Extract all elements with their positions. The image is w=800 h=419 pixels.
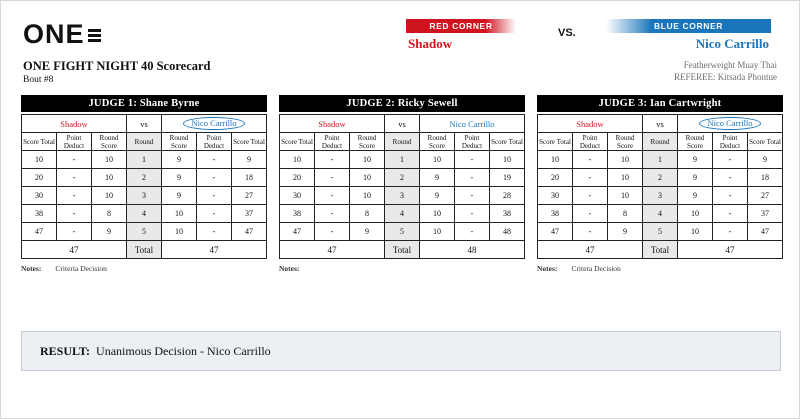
blue-final-total: 48 xyxy=(420,241,525,259)
col-round-score-blue: Round Score xyxy=(162,133,197,151)
cell-blue-score: 9 xyxy=(678,187,713,205)
judge-title: JUDGE 3: Ian Cartwright xyxy=(537,95,783,112)
judge-title: JUDGE 1: Shane Byrne xyxy=(21,95,267,112)
cell-blue-deduct: - xyxy=(455,223,490,241)
cell-red-score: 10 xyxy=(92,151,127,169)
totals-row xyxy=(538,241,783,259)
cell-blue-deduct: - xyxy=(713,187,748,205)
vs-column-label: vs xyxy=(127,115,162,133)
col-score-total-blue: Score Total xyxy=(490,133,525,151)
cell-round: 1 xyxy=(385,151,420,169)
cell-round: 4 xyxy=(385,205,420,223)
red-fighter-name: Shadow xyxy=(408,36,453,51)
cell-red-score: 9 xyxy=(608,223,643,241)
total-label: Total xyxy=(643,241,678,259)
cell-blue-total: 19 xyxy=(490,169,525,187)
logo-text: ONE xyxy=(23,19,85,49)
column-header-row xyxy=(538,133,783,151)
col-round: Round xyxy=(127,133,162,151)
referee: REFEREE: Kitsada Phontue xyxy=(674,72,777,82)
result-value: Unanimous Decision - Nico Carrillo xyxy=(96,343,271,358)
cell-red-score: 10 xyxy=(92,187,127,205)
cell-blue-deduct: - xyxy=(455,151,490,169)
notes-label: Notes: xyxy=(537,264,558,273)
cell-blue-total: 27 xyxy=(232,187,267,205)
cell-red-total: 30 xyxy=(538,187,573,205)
cell-red-total: 10 xyxy=(22,151,57,169)
versus-label: VS. xyxy=(558,27,576,39)
cell-red-score: 10 xyxy=(350,169,385,187)
cell-round: 3 xyxy=(643,187,678,205)
cell-blue-deduct: - xyxy=(713,169,748,187)
cell-red-score: 8 xyxy=(350,205,385,223)
col-round-score-blue: Round Score xyxy=(420,133,455,151)
total-label: Total xyxy=(127,241,162,259)
cell-blue-deduct: - xyxy=(197,169,232,187)
cell-blue-deduct: - xyxy=(455,169,490,187)
cell-round: 4 xyxy=(127,205,162,223)
notes-value: Critera Decision xyxy=(571,264,621,273)
col-point-deduct-blue: Point Deduct xyxy=(713,133,748,151)
cell-red-score: 8 xyxy=(608,205,643,223)
cell-red-deduct: - xyxy=(573,223,608,241)
blue-corner-label: BLUE CORNER xyxy=(606,19,771,33)
judges-container xyxy=(21,95,783,273)
cell-blue-score: 9 xyxy=(420,169,455,187)
table-row xyxy=(538,169,783,187)
cell-round: 5 xyxy=(127,223,162,241)
cell-red-total: 38 xyxy=(22,205,57,223)
bout-number: Bout #8 xyxy=(23,75,54,85)
table-row xyxy=(280,187,525,205)
col-round: Round xyxy=(643,133,678,151)
cell-round: 1 xyxy=(127,151,162,169)
cell-red-score: 10 xyxy=(350,187,385,205)
cell-red-deduct: - xyxy=(315,223,350,241)
cell-blue-total: 48 xyxy=(490,223,525,241)
blue-fighter-name: Nico Carrillo xyxy=(695,36,769,51)
fighter-header-row xyxy=(22,115,267,133)
col-score-total-red: Score Total xyxy=(22,133,57,151)
judge-title: JUDGE 2: Ricky Sewell xyxy=(279,95,525,112)
col-round-score-blue: Round Score xyxy=(678,133,713,151)
judge-2-score-table xyxy=(279,114,525,259)
cell-blue-score: 10 xyxy=(420,205,455,223)
red-final-total: 47 xyxy=(538,241,643,259)
cell-round: 2 xyxy=(643,169,678,187)
judge-notes xyxy=(21,264,267,273)
cell-blue-deduct: - xyxy=(197,223,232,241)
blue-fighter-column-label: Nico Carrillo xyxy=(162,115,267,133)
cell-blue-total: 27 xyxy=(748,187,783,205)
col-point-deduct-blue: Point Deduct xyxy=(455,133,490,151)
cell-red-deduct: - xyxy=(573,187,608,205)
notes-value: Criteria Decision xyxy=(55,264,107,273)
notes-label: Notes: xyxy=(279,264,300,273)
red-corner-block xyxy=(406,19,516,52)
judge-card-1 xyxy=(21,95,267,273)
cell-round: 1 xyxy=(643,151,678,169)
cell-blue-score: 9 xyxy=(420,187,455,205)
cell-blue-score: 9 xyxy=(678,169,713,187)
blue-final-total: 47 xyxy=(162,241,267,259)
cell-red-total: 30 xyxy=(22,187,57,205)
cell-blue-score: 10 xyxy=(420,151,455,169)
blue-fighter-column-label: Nico Carrillo xyxy=(420,115,525,133)
table-row xyxy=(22,205,267,223)
cell-red-total: 38 xyxy=(538,205,573,223)
result-text xyxy=(22,344,271,359)
cell-red-score: 10 xyxy=(92,169,127,187)
cell-red-total: 47 xyxy=(538,223,573,241)
cell-red-deduct: - xyxy=(315,169,350,187)
table-row xyxy=(280,169,525,187)
blue-fighter-column-label: Nico Carrillo xyxy=(678,115,783,133)
cell-red-deduct: - xyxy=(57,187,92,205)
judge-card-3 xyxy=(537,95,783,273)
cell-blue-total: 47 xyxy=(232,223,267,241)
judge-1-score-table xyxy=(21,114,267,259)
cell-red-deduct: - xyxy=(573,169,608,187)
cell-red-score: 10 xyxy=(608,169,643,187)
table-row xyxy=(538,205,783,223)
total-label: Total xyxy=(385,241,420,259)
header xyxy=(1,1,799,93)
col-point-deduct-red: Point Deduct xyxy=(573,133,608,151)
table-row xyxy=(22,169,267,187)
cell-blue-total: 9 xyxy=(232,151,267,169)
col-point-deduct-blue: Point Deduct xyxy=(197,133,232,151)
cell-red-total: 20 xyxy=(538,169,573,187)
cell-blue-deduct: - xyxy=(455,187,490,205)
cell-red-score: 10 xyxy=(350,151,385,169)
blue-corner-block xyxy=(606,19,771,52)
cell-blue-score: 9 xyxy=(162,151,197,169)
cell-blue-total: 18 xyxy=(232,169,267,187)
cell-red-total: 47 xyxy=(22,223,57,241)
result-banner xyxy=(21,331,781,371)
column-header-row xyxy=(22,133,267,151)
cell-red-deduct: - xyxy=(315,205,350,223)
fighter-header-row xyxy=(538,115,783,133)
table-row xyxy=(280,223,525,241)
cell-round: 5 xyxy=(385,223,420,241)
cell-red-score: 9 xyxy=(92,223,127,241)
col-round-score-red: Round Score xyxy=(92,133,127,151)
cell-blue-deduct: - xyxy=(197,151,232,169)
cell-blue-total: 9 xyxy=(748,151,783,169)
red-final-total: 47 xyxy=(280,241,385,259)
table-row xyxy=(538,223,783,241)
cell-red-total: 38 xyxy=(280,205,315,223)
cell-red-total: 20 xyxy=(22,169,57,187)
cell-blue-score: 10 xyxy=(678,205,713,223)
cell-blue-total: 10 xyxy=(490,151,525,169)
cell-red-score: 10 xyxy=(608,187,643,205)
cell-blue-total: 37 xyxy=(748,205,783,223)
cell-blue-deduct: - xyxy=(713,223,748,241)
cell-round: 2 xyxy=(385,169,420,187)
col-point-deduct-red: Point Deduct xyxy=(315,133,350,151)
cell-blue-deduct: - xyxy=(197,187,232,205)
table-row xyxy=(280,151,525,169)
cell-blue-score: 10 xyxy=(678,223,713,241)
red-fighter-column-label: Shadow xyxy=(280,115,385,133)
cell-blue-total: 18 xyxy=(748,169,783,187)
cell-red-total: 30 xyxy=(280,187,315,205)
cell-blue-deduct: - xyxy=(455,205,490,223)
notes-label: Notes: xyxy=(21,264,42,273)
cell-blue-score: 9 xyxy=(162,187,197,205)
cell-round: 3 xyxy=(385,187,420,205)
column-header-row xyxy=(280,133,525,151)
cell-blue-score: 9 xyxy=(162,169,197,187)
cell-red-total: 47 xyxy=(280,223,315,241)
cell-blue-total: 47 xyxy=(748,223,783,241)
cell-red-score: 8 xyxy=(92,205,127,223)
red-fighter-column-label: Shadow xyxy=(538,115,643,133)
cell-blue-deduct: - xyxy=(197,205,232,223)
judge-card-2 xyxy=(279,95,525,273)
one-championship-logo xyxy=(23,19,101,50)
cell-red-total: 20 xyxy=(280,169,315,187)
cell-red-score: 10 xyxy=(608,151,643,169)
table-row xyxy=(22,223,267,241)
cell-red-deduct: - xyxy=(57,223,92,241)
table-row xyxy=(538,187,783,205)
weight-class: Featherweight Muay Thai xyxy=(683,60,777,70)
cell-round: 4 xyxy=(643,205,678,223)
cell-red-deduct: - xyxy=(573,205,608,223)
cell-blue-score: 9 xyxy=(678,151,713,169)
red-fighter-column-label: Shadow xyxy=(22,115,127,133)
col-score-total-red: Score Total xyxy=(280,133,315,151)
judge-3-score-table xyxy=(537,114,783,259)
cell-red-score: 9 xyxy=(350,223,385,241)
col-score-total-red: Score Total xyxy=(538,133,573,151)
judge-notes xyxy=(279,264,525,273)
cell-red-total: 10 xyxy=(538,151,573,169)
logo-bars-icon xyxy=(88,27,101,44)
totals-row xyxy=(22,241,267,259)
table-row xyxy=(280,205,525,223)
cell-red-deduct: - xyxy=(57,151,92,169)
fighter-header-row xyxy=(280,115,525,133)
page-title: ONE FIGHT NIGHT 40 Scorecard xyxy=(23,59,211,73)
vs-column-label: vs xyxy=(643,115,678,133)
judge-notes xyxy=(537,264,783,273)
col-round-score-red: Round Score xyxy=(350,133,385,151)
result-label: RESULT: xyxy=(40,343,91,358)
cell-blue-deduct: - xyxy=(713,151,748,169)
table-row xyxy=(22,151,267,169)
cell-blue-score: 10 xyxy=(162,205,197,223)
cell-red-deduct: - xyxy=(573,151,608,169)
cell-blue-score: 10 xyxy=(162,223,197,241)
cell-blue-score: 10 xyxy=(420,223,455,241)
red-corner-label: RED CORNER xyxy=(406,19,516,33)
table-row xyxy=(22,187,267,205)
totals-row xyxy=(280,241,525,259)
cell-red-deduct: - xyxy=(315,151,350,169)
cell-round: 2 xyxy=(127,169,162,187)
vs-column-label: vs xyxy=(385,115,420,133)
col-round-score-red: Round Score xyxy=(608,133,643,151)
cell-red-deduct: - xyxy=(315,187,350,205)
cell-round: 5 xyxy=(643,223,678,241)
blue-final-total: 47 xyxy=(678,241,783,259)
table-row xyxy=(538,151,783,169)
cell-round: 3 xyxy=(127,187,162,205)
red-final-total: 47 xyxy=(22,241,127,259)
cell-blue-total: 38 xyxy=(490,205,525,223)
cell-red-deduct: - xyxy=(57,205,92,223)
cell-blue-total: 37 xyxy=(232,205,267,223)
bout-meta xyxy=(674,59,777,83)
cell-red-deduct: - xyxy=(57,169,92,187)
cell-red-total: 10 xyxy=(280,151,315,169)
col-score-total-blue: Score Total xyxy=(748,133,783,151)
cell-blue-total: 28 xyxy=(490,187,525,205)
col-score-total-blue: Score Total xyxy=(232,133,267,151)
cell-blue-deduct: - xyxy=(713,205,748,223)
col-point-deduct-red: Point Deduct xyxy=(57,133,92,151)
col-round: Round xyxy=(385,133,420,151)
